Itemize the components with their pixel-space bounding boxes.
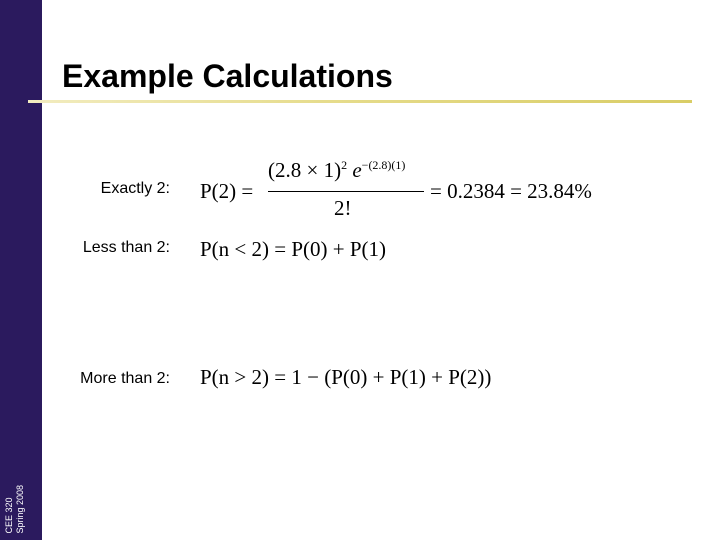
numerator-e: e (352, 158, 362, 182)
numerator-exponent: 2 (341, 158, 348, 172)
equation-exactly-lhs: P(2) = (200, 179, 254, 203)
numerator-e-exponent: −(2.8)(1) (361, 158, 406, 172)
course-footer (4, 485, 26, 534)
slide-title: Example Calculations (62, 58, 393, 94)
equation-exactly-fraction (268, 158, 428, 228)
fraction-bar (268, 191, 424, 192)
title-underline (28, 100, 692, 103)
sidebar-band (0, 0, 42, 540)
row-label-exactly: Exactly 2: (100, 180, 170, 197)
equation-exactly-rhs: = 0.2384 = 23.84% (430, 179, 592, 203)
equation-less: P(n < 2) = P(0) + P(1) (200, 237, 387, 261)
course-code: CEE 320 (4, 497, 14, 534)
course-term: Spring 2008 (15, 485, 25, 534)
fraction-denominator: 2! (334, 196, 352, 220)
numerator-base: (2.8 × 1) (268, 158, 342, 182)
row-label-more: More than 2: (80, 370, 170, 387)
equation-more: P(n > 2) = 1 − (P(0) + P(1) + P(2)) (200, 365, 492, 389)
row-label-less: Less than 2: (82, 239, 170, 256)
fraction-numerator (268, 158, 405, 183)
